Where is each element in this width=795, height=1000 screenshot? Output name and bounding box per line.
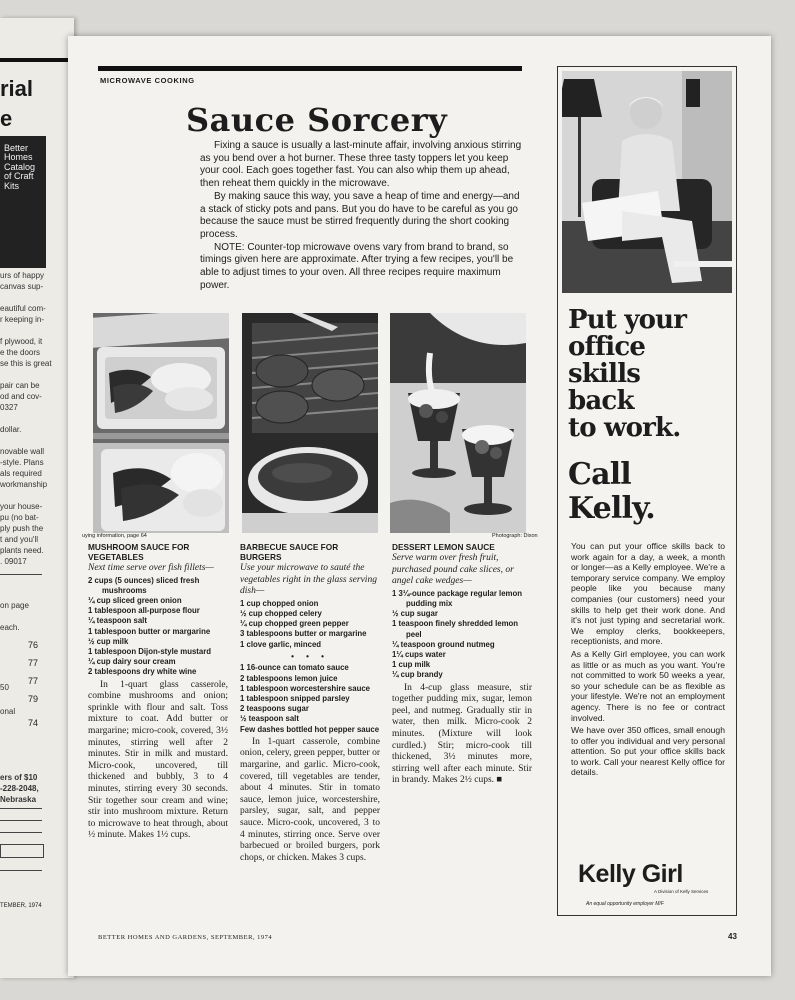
photo-mushroom-sauce-image [93, 313, 229, 533]
kelly-girl-logo-subtitle: A Division of Kelly Services [654, 889, 709, 894]
recipe-intro: Next time serve over fish fillets— [88, 563, 214, 573]
ingredient-item: 1¼ cups water [392, 650, 446, 659]
ad-paragraph: You can put your office skills back to work again for a day, a week, a month or longer—as a Kelly employee. We're a temporary service company. We employ people like you because many companies (our customers) need your skills to help get their work done. And it's not just typing and secretarial work. We employ clerks, bookkeepers, receptionists, and more. [571, 541, 725, 647]
photo-barbecue-sauce-image [242, 313, 378, 533]
ingredient-item: ½ teaspoon salt [240, 714, 299, 724]
article-intro [200, 140, 522, 292]
previous-page-number: 79 [28, 694, 39, 704]
order-form-box [0, 844, 44, 858]
ingredient-item: 1 tablespoon butter or margarine [88, 626, 211, 636]
ingredient-list [392, 589, 532, 681]
photo-dessert-lemon-sauce [390, 313, 526, 533]
photo-caption-buying-info: uying information, page 64 [82, 533, 147, 539]
intro-paragraph: NOTE: Counter-top microwave ovens vary from brand to brand, so timings given here are approximate. After trying a few recipes, you'll be able to adjust times to your oven. All three recipes require maximum power. [200, 241, 514, 291]
section-label: MICROWAVE COOKING [100, 76, 195, 85]
ingredient-item: ¼ cup chopped green pepper [240, 619, 349, 629]
ingredient-list [88, 576, 228, 678]
page-number: 43 [728, 932, 737, 941]
recipe-directions: In 1-quart glass casserole, combine mushrooms and onion; sprinkle with flour and salt. Toss mixture to coat. Add butter or margarine; micro-cook, covered, 3½ minutes, stirring well after 2 minutes. Stir in milk and mustard. Micro-cook, uncovered, till thickened and bubbly, 3 to 4 minutes, stirring every 30 seconds. Stir together sour cream and wine; stir into mushroom mixture. Return to microwave to heat through, about ½ minute. Makes 1½ cups. [88, 679, 228, 841]
order-form-line [0, 870, 42, 871]
previous-page-headline-1: rial [0, 76, 34, 101]
ingredient-item: ¼ teaspoon ground nutmeg [392, 639, 495, 649]
ingredient-item: 1 16-ounce can tomato sauce [240, 663, 349, 673]
previous-page-each-label: each. [0, 623, 20, 632]
order-form-line [0, 832, 42, 833]
previous-page-number: 77 [28, 676, 39, 686]
photo-barbecue-sauce [242, 313, 378, 533]
recipe-dessert-lemon-sauce [392, 542, 532, 787]
intro-paragraph: Fixing a sauce is usually a last-minute affair, involving anxious stirring as you bend over a hot burner. These three tasty toppers let you keep your cool. Each goes together fast. You can also whip them up ahead, then reheat them quickly in the microwave. [200, 140, 522, 190]
ingredient-item: 2 tablespoons lemon juice [240, 673, 338, 683]
previous-page-number: 77 [28, 658, 39, 668]
ad-headline: Put your office skills back to work. [568, 305, 687, 443]
recipe-intro: Serve warm over fresh fruit, purchased pound cake slices, or angel cake wedges— [392, 553, 514, 587]
recipe-barbecue-sauce [240, 542, 380, 864]
ingredient-item: 1 cup chopped onion [240, 598, 319, 608]
previous-page-order-text-3: Nebraska [0, 795, 37, 804]
ingredient-item: 3 tablespoons butter or margarine [240, 629, 367, 639]
ingredient-item: Few dashes bottled hot pepper sauce [240, 724, 380, 734]
ad-call-to-action: Call Kelly. [568, 457, 655, 526]
previous-page-edge [0, 18, 74, 978]
ingredient-item: 1 tablespoon snipped parsley [240, 694, 350, 703]
ingredient-item: 1 tablespoon Dijon-style mustard [88, 647, 212, 657]
ingredient-list [240, 663, 380, 734]
ingredient-item: ¼ cup sliced green onion [88, 596, 182, 605]
previous-page-left-number: 50 [0, 683, 9, 692]
ingredient-list [240, 599, 380, 650]
photo-mushroom-sauce [93, 313, 229, 533]
intro-paragraph: By making sauce this way, you save a heap of time and energy—and a stack of sticky pots and pans. But you do have to be careful as you go because the sauce must be stirred frequently during the short cooking process. [200, 190, 520, 240]
previous-page-text: urs of happy canvas sup- eautiful com- r keeping in- f plywood, it e the doors se this is great pair can be od and cov- 0327 dollar. novable wall -style. Plans als required workmanship your house- pu (no bat- ply push the t and you'll plants need. . 09017 [0, 271, 52, 566]
ingredient-item: 1 clove garlic, minced [240, 639, 322, 649]
ingredient-item: ¼ teaspoon salt [88, 616, 147, 626]
ingredient-separator: • • • [291, 651, 329, 661]
previous-page-order-label: on page [0, 601, 29, 610]
ingredient-item: 1 cup milk [392, 660, 431, 670]
previous-page-headline-2: e [0, 106, 13, 131]
ingredient-item: ½ cup milk [88, 636, 129, 646]
ingredient-item: ¼ cup dairy sour cream [88, 657, 176, 667]
photo-dessert-lemon-sauce-image [390, 313, 526, 533]
craft-catalog-cover: Better Homes Catalog of Craft Kits [0, 136, 46, 268]
order-form-line [0, 820, 42, 821]
magazine-page [68, 36, 771, 976]
ingredient-item: 1 teaspoon finely shredded lemon peel [392, 619, 519, 639]
ad-body-text [571, 541, 725, 780]
recipe-title: BARBECUE SAUCE FOR BURGERS [240, 542, 339, 562]
ingredient-item: 2 teaspoons sugar [240, 704, 309, 714]
ingredient-item: 2 tablespoons dry white wine [88, 667, 197, 677]
kelly-girl-advertisement [557, 66, 737, 916]
previous-page-order-text-2: -228-2048, [0, 784, 39, 793]
previous-page-order-rule [0, 574, 42, 575]
previous-page-left-number: onal [0, 707, 16, 716]
previous-page-number: 74 [28, 718, 39, 728]
recipe-directions: In 4-cup glass measure, stir together pudding mix, sugar, lemon peel, and nutmeg. Gradually stir in water, then milk. Micro-cook 2 minutes. (Mixture will look curdled.) Stir; micro-cook till thickened, 3½ minutes more, stirring well after each minute. Stir in brandy. Makes 2½ cups. ■ [392, 682, 532, 786]
recipe-intro: Use your microwave to sauté the vegetables right in the glass serving dish— [240, 563, 377, 597]
recipe-title: DESSERT LEMON SAUCE [392, 542, 495, 552]
ingredient-item: 1 tablespoon all-purpose flour [88, 606, 200, 616]
previous-page-order-text-1: ers of $10 [0, 773, 38, 782]
ingredient-item: ½ cup sugar [392, 609, 438, 619]
page-footer: BETTER HOMES AND GARDENS, SEPTEMBER, 1974 [98, 934, 273, 941]
previous-page-footer: TEMBER, 1974 [0, 903, 42, 909]
ad-photo-woman-reading-image [562, 71, 732, 293]
recipe-title: MUSHROOM SAUCE FOR VEGETABLES [88, 542, 190, 562]
equal-opportunity-notice: An equal opportunity employer M/F [586, 901, 664, 907]
article-title: Sauce Sorcery [186, 101, 448, 139]
previous-page-rule [0, 58, 74, 62]
photo-caption-credit: Photograph: Dixon [492, 533, 538, 539]
ingredient-item: 1 3¼-ounce package regular lemon pudding mix [392, 588, 522, 608]
ingredient-item: ¼ cup brandy [392, 670, 443, 680]
ingredient-item: ½ cup chopped celery [240, 608, 322, 618]
recipe-mushroom-sauce [88, 542, 228, 842]
ad-photo-woman-reading [562, 71, 732, 293]
previous-page-number: 76 [28, 640, 39, 650]
section-rule [98, 66, 522, 71]
recipe-directions: In 1-quart casserole, combine onion, celery, green pepper, butter or margarine, and garlic. Micro-cook, covered, till vegetables are tender, about 4 minutes. Stir in tomato sauce, lemon juice, worcestershire, parsley, sugar, salt, and pepper sauce. Micro-cook, uncovered, 3 to 4 minutes, stirring once. Serve over barbecued or broiled burgers, pork chops, or chicken. Makes 3 cups. [240, 736, 380, 863]
ad-paragraph: As a Kelly Girl employee, you can work as little or as much as you want. You're not committed to work 50 weeks a year, so your schedule can be as flexible as your lifestyle. We're not an employment agency. There is no fee or contract involved. [571, 648, 725, 723]
ad-paragraph: We have over 350 offices, small enough to offer you individual and very personal attention. So put your office skills back to work. Call your nearest Kelly office for details. [571, 725, 725, 778]
ingredient-item: 1 tablespoon worcestershire sauce [240, 683, 371, 693]
order-form-line [0, 808, 42, 809]
kelly-girl-logo: Kelly Girl [578, 860, 683, 888]
ingredient-item: 2 cups (5 ounces) sliced fresh mushrooms [88, 575, 200, 595]
